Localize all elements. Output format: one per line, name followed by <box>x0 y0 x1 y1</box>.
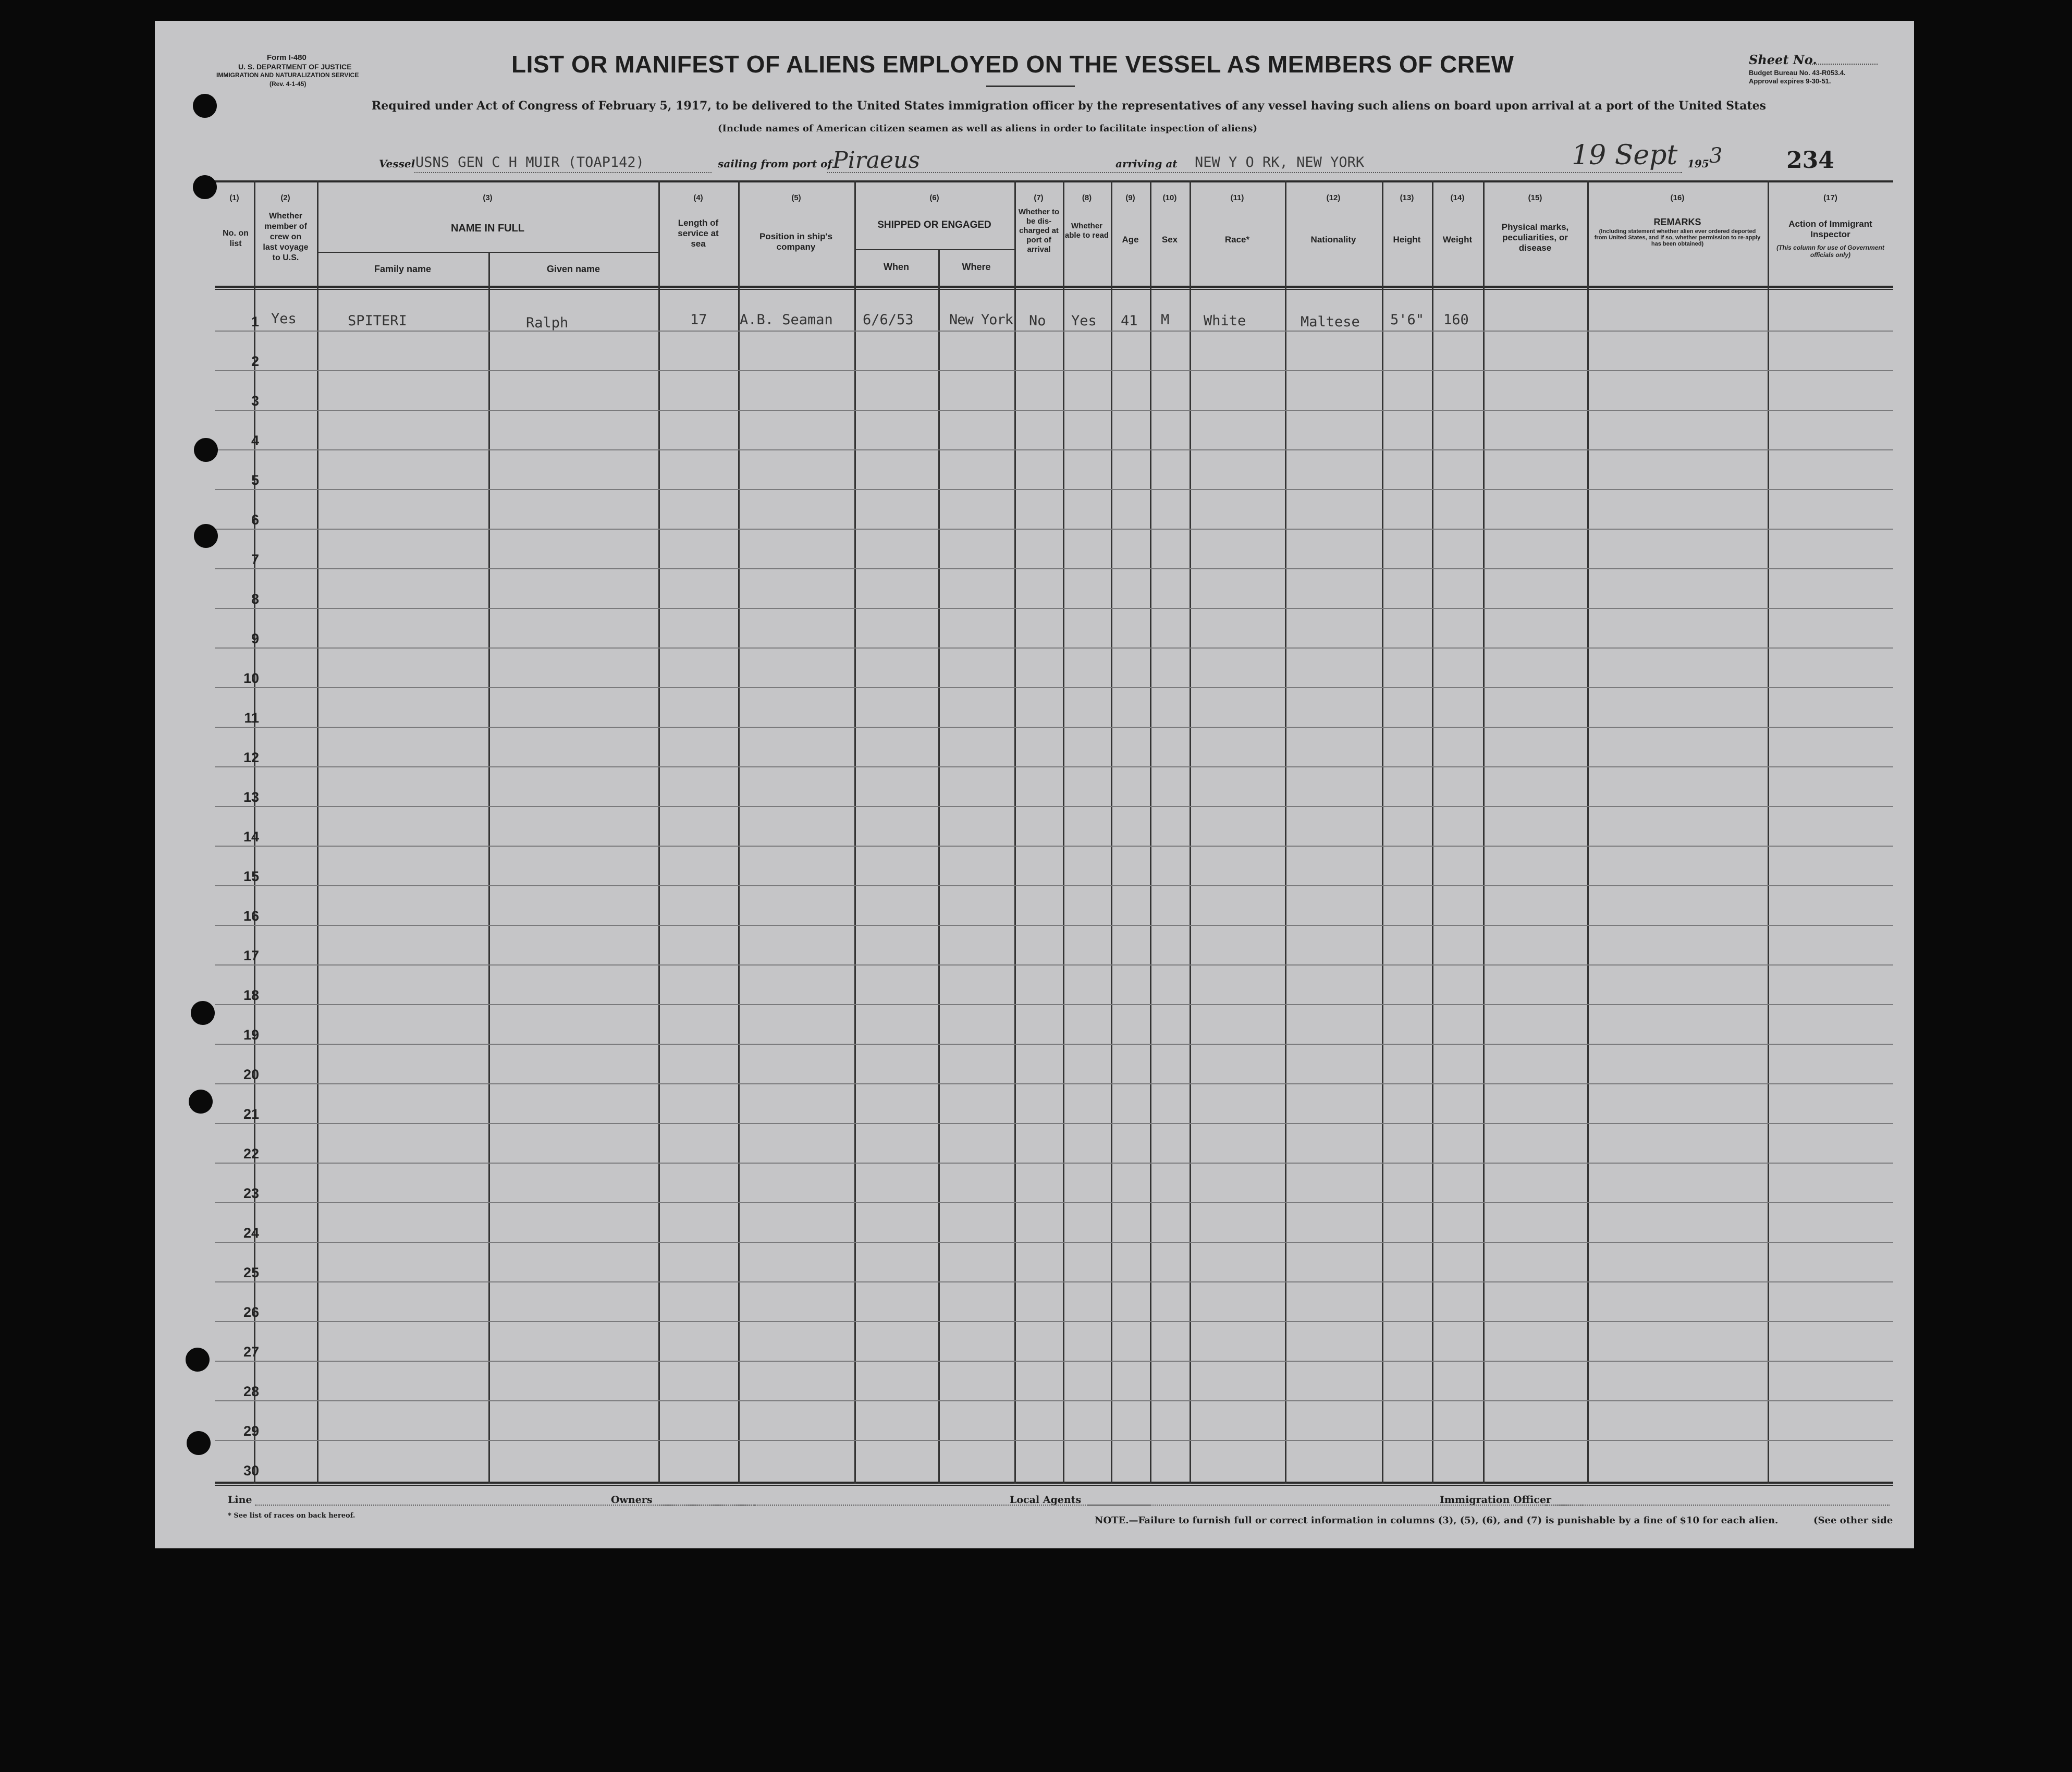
row-number: 17 <box>243 948 259 963</box>
row-number: 15 <box>243 869 259 884</box>
row-number: 20 <box>243 1067 259 1082</box>
vessel-label: Vessel <box>379 157 415 170</box>
title-underline <box>986 85 1075 87</box>
entry-given-name: Ralph <box>526 315 569 331</box>
sailing-port: Piraeus <box>832 147 920 174</box>
arrival-date: 19 Sept <box>1572 140 1678 171</box>
row-number: 30 <box>243 1463 259 1478</box>
entry-crew-last-voyage: Yes <box>271 311 297 327</box>
form-title: LIST OR MANIFEST OF ALIENS EMPLOYED ON THE VESSEL AS MEMBERS OF CREW <box>511 51 1514 78</box>
row-divider <box>215 489 1893 490</box>
col17-note: (This column for use of Government officials only) <box>1776 244 1884 259</box>
manifest-sheet <box>155 21 1914 1548</box>
table-bottom-rule-1 <box>215 1482 1893 1484</box>
punch-hole <box>187 1431 211 1455</box>
col17-num: (17) <box>1823 193 1837 202</box>
entry-service: 17 <box>690 312 707 328</box>
col11-num: (11) <box>1230 193 1244 202</box>
col15-num: (15) <box>1528 193 1542 202</box>
entry-shipped-when: 6/6/53 <box>863 312 914 328</box>
col2-header: Whether member of crew on last voyage to U.S. <box>263 212 309 262</box>
row-number: 28 <box>243 1384 259 1399</box>
entry-weight: 160 <box>1443 312 1469 328</box>
col12-header: Nationality <box>1310 235 1356 245</box>
row-divider <box>215 608 1893 609</box>
row-divider <box>215 647 1893 649</box>
entry-height: 5'6" <box>1390 312 1425 328</box>
col14-num: (14) <box>1450 193 1465 202</box>
footer-note: NOTE.—Failure to furnish full or correct information in columns (3), (5), (6), and (7) is punishable by a fine of $10 for each alien. <box>1095 1515 1779 1526</box>
footer-officer-label: Immigration Officer <box>1440 1494 1552 1506</box>
row-number: 22 <box>243 1146 259 1162</box>
year-prefix: 195 <box>1687 157 1709 170</box>
col6-when-header: When <box>884 262 909 272</box>
sailing-underline <box>827 172 1255 173</box>
row-number: 6 <box>251 512 259 528</box>
col4-num: (4) <box>693 193 703 202</box>
footer-agents-label: Local Agents <box>1010 1494 1082 1506</box>
sailing-label: sailing from port of <box>718 157 832 170</box>
form-subnote: (Include names of American citizen seamen as well as aliens in order to facilitate inspection of aliens) <box>718 123 1258 134</box>
col6-header: SHIPPED OR ENGAGED <box>877 219 991 230</box>
table-top-rule <box>215 180 1893 182</box>
row-number: 18 <box>243 987 259 1003</box>
row-divider <box>215 846 1893 847</box>
row-number: 5 <box>251 472 259 488</box>
entry-shipped-where: New York <box>949 312 1013 328</box>
row-number: 21 <box>243 1106 259 1122</box>
footer-officer-field <box>1546 1505 1890 1506</box>
arriving-port: NEW Y O RK, NEW YORK <box>1195 154 1365 170</box>
col3-given-header: Given name <box>546 264 600 274</box>
col6-where-header: Where <box>962 262 991 272</box>
row-number: 24 <box>243 1225 259 1241</box>
arriving-underline <box>1192 172 1682 173</box>
header-bottom-rule-1 <box>215 286 1893 288</box>
entry-family-name: SPITERI <box>348 313 407 329</box>
row-number: 19 <box>243 1027 259 1043</box>
row-divider <box>215 568 1893 569</box>
col16-header: REMARKS <box>1653 217 1701 227</box>
row-number: 14 <box>243 829 259 845</box>
col9-num: (9) <box>1125 193 1135 202</box>
row-number: 7 <box>251 552 259 567</box>
entry-discharged: No <box>1029 313 1046 329</box>
row-number: 1 <box>251 314 259 329</box>
row-divider <box>215 1083 1893 1084</box>
col16-note: (Including statement whether alien ever ordered deported from United States, and if so, whether permission to re-apply has been obtained) <box>1594 228 1761 247</box>
approval-expiry: Approval expires 9-30-51. <box>1749 77 1831 85</box>
year-suffix: 3 <box>1709 144 1723 168</box>
col2-num: (2) <box>280 193 290 202</box>
row-divider <box>215 1123 1893 1124</box>
row-divider <box>215 1004 1893 1005</box>
col12-num: (12) <box>1326 193 1341 202</box>
sheet-number-field <box>1810 64 1878 65</box>
col10-header: Sex <box>1161 235 1178 245</box>
row-number: 3 <box>251 393 259 409</box>
vessel-name: USNS GEN C H MUIR (TOAP142) <box>415 154 644 170</box>
row-divider <box>215 806 1893 807</box>
col3-num: (3) <box>483 193 493 202</box>
row-divider <box>215 1281 1893 1282</box>
table-bottom-rule-2 <box>215 1485 1893 1486</box>
row-divider <box>215 529 1893 530</box>
row-divider <box>215 766 1893 767</box>
footer-owners-label: Owners <box>611 1494 653 1506</box>
row-number: 2 <box>251 353 259 369</box>
row-number: 25 <box>243 1265 259 1280</box>
col3-family-header: Family name <box>374 264 432 274</box>
col16-num: (16) <box>1670 193 1685 202</box>
entry-nationality: Maltese <box>1301 314 1360 330</box>
punch-hole <box>194 438 218 462</box>
row-divider <box>215 687 1893 688</box>
entry-able-to-read: Yes <box>1071 313 1097 329</box>
col10-num: (10) <box>1162 193 1177 202</box>
col11-header: Race* <box>1224 235 1250 245</box>
row-divider <box>215 1163 1893 1164</box>
row-number: 8 <box>251 591 259 607</box>
col6-num: (6) <box>929 193 939 202</box>
revision: (Rev. 4-1-45) <box>269 80 306 88</box>
row-number: 10 <box>243 670 259 686</box>
punch-hole <box>189 1090 213 1114</box>
row-divider <box>215 1440 1893 1441</box>
row-number: 13 <box>243 789 259 805</box>
row-divider <box>215 1044 1893 1045</box>
row-number: 11 <box>244 710 259 726</box>
col8-header: Whether able to read <box>1064 222 1109 240</box>
col5-header: Position in ship's company <box>759 231 833 252</box>
row-divider <box>215 1321 1893 1322</box>
footer-races-note: * See list of races on back hereof. <box>228 1512 355 1520</box>
arriving-label: arriving at <box>1115 157 1178 170</box>
page-number: 234 <box>1786 147 1834 174</box>
col17-header: Action of Immigrant Inspector <box>1788 219 1872 239</box>
punch-hole <box>191 1001 215 1025</box>
col1-num: (1) <box>229 193 239 202</box>
col3-header: NAME IN FULL <box>450 223 525 234</box>
row-divider <box>215 449 1893 450</box>
entry-age: 41 <box>1121 313 1138 329</box>
col9-header: Age <box>1122 235 1139 245</box>
row-number: 4 <box>251 433 259 448</box>
col15-header: Physical marks, peculiarities, or disease <box>1501 222 1569 253</box>
col7-header: Whether to be dis-charged at port of arrival <box>1018 207 1060 254</box>
row-number: 26 <box>243 1304 259 1320</box>
name-subheader-rule <box>317 252 658 253</box>
row-divider <box>215 885 1893 886</box>
entry-position: A.B. Seaman <box>740 312 833 328</box>
sheet-label: Sheet No. <box>1749 52 1817 67</box>
row-number: 29 <box>243 1423 259 1439</box>
punch-hole <box>193 175 217 199</box>
row-divider <box>215 964 1893 966</box>
form-subtitle: Required under Act of Congress of February 5, 1917, to be delivered to the United States immigration officer by the representatives of any vessel having such aliens on board upon arrival at a port of the United States <box>372 99 1766 113</box>
row-divider <box>215 331 1893 332</box>
row-divider <box>215 1242 1893 1243</box>
entry-race: White <box>1204 313 1246 329</box>
row-number: 12 <box>243 750 259 765</box>
col13-header: Height <box>1393 235 1421 245</box>
form-number: Form I-480 <box>267 53 306 62</box>
budget-bureau: Budget Bureau No. 43-R053.4. <box>1749 69 1846 77</box>
department: U. S. DEPARTMENT OF JUSTICE <box>238 63 352 71</box>
service: IMMIGRATION AND NATURALIZATION SERVICE <box>216 71 359 79</box>
col5-num: (5) <box>791 193 801 202</box>
header-bottom-rule-2 <box>215 289 1893 290</box>
col4-header: Length of service at sea <box>678 218 719 249</box>
row-number: 9 <box>251 631 259 646</box>
entry-sex: M <box>1161 312 1170 328</box>
row-number: 27 <box>243 1344 259 1360</box>
row-divider <box>215 925 1893 926</box>
row-divider <box>215 1202 1893 1203</box>
col8-num: (8) <box>1082 193 1092 202</box>
row-number: 23 <box>243 1186 259 1201</box>
shipped-subheader-rule <box>854 249 1014 250</box>
vessel-underline <box>414 172 712 173</box>
punch-hole <box>193 94 217 118</box>
row-divider <box>215 370 1893 371</box>
footer-line-label: Line <box>228 1494 252 1506</box>
col14-header: Weight <box>1442 235 1473 245</box>
col7-num: (7) <box>1034 193 1044 202</box>
punch-hole <box>186 1348 210 1372</box>
row-divider <box>215 727 1893 728</box>
footer-see-other-side: (See other side <box>1813 1515 1893 1526</box>
row-divider <box>215 1400 1893 1401</box>
col1-header: No. on list <box>223 229 249 248</box>
punch-hole <box>194 524 218 548</box>
col13-num: (13) <box>1400 193 1414 202</box>
row-number: 16 <box>243 908 259 924</box>
row-divider <box>215 410 1893 411</box>
row-divider <box>215 1361 1893 1362</box>
